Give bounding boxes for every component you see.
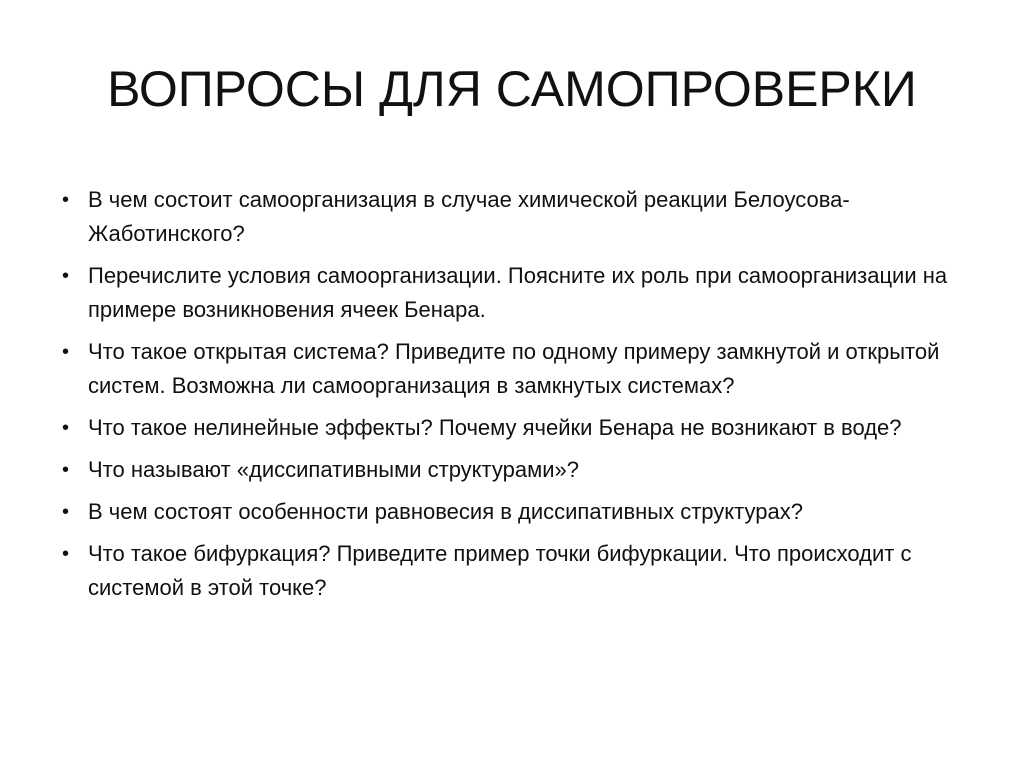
slide-title: ВОПРОСЫ ДЛЯ САМОПРОВЕРКИ bbox=[107, 61, 917, 117]
bullet-icon: • bbox=[62, 501, 70, 523]
question-list bbox=[62, 183, 968, 613]
question-text: В чем состоит самоорганизация в случае химической реакции Белоусова-Жаботинского? bbox=[88, 187, 850, 246]
question-text: Что такое бифуркация? Приведите пример точки бифуркации. Что происходит с системой в этой точке? bbox=[88, 541, 912, 600]
question-item bbox=[62, 259, 968, 327]
bullet-icon: • bbox=[62, 341, 70, 363]
question-text: Что такое нелинейные эффекты? Почему ячейки Бенара не возникают в воде? bbox=[88, 415, 902, 440]
question-text: Что такое открытая система? Приведите по одному примеру замкнутой и открытой систем. Возможна ли самоорганизация в замкнутых системах? bbox=[88, 339, 940, 398]
question-item bbox=[62, 411, 968, 445]
bullet-icon: • bbox=[62, 417, 70, 439]
question-item bbox=[62, 453, 968, 487]
question-item bbox=[62, 335, 968, 403]
bullet-icon: • bbox=[62, 459, 70, 481]
question-text: Что называют «диссипативными структурами»? bbox=[88, 457, 579, 482]
bullet-icon: • bbox=[62, 543, 70, 565]
bullet-icon: • bbox=[62, 189, 70, 211]
question-text: В чем состоят особенности равновесия в диссипативных структурах? bbox=[88, 499, 803, 524]
question-item bbox=[62, 537, 968, 605]
question-item bbox=[62, 183, 968, 251]
question-item bbox=[62, 495, 968, 529]
bullet-icon: • bbox=[62, 265, 70, 287]
question-text: Перечислите условия самоорганизации. Поясните их роль при самоорганизации на примере возникновения ячеек Бенара. bbox=[88, 263, 948, 322]
